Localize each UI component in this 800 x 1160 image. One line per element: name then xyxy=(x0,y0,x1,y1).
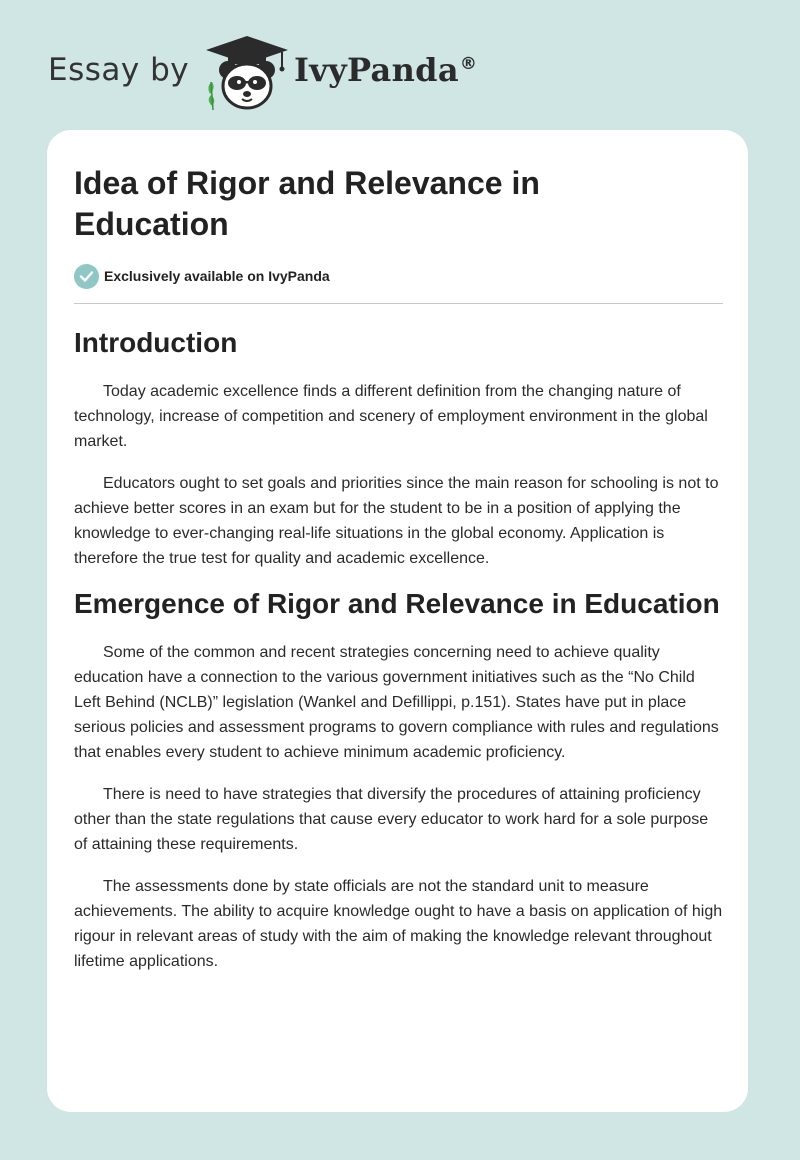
paragraph: The assessments done by state officials are not the standard unit to measure achievements. The ability to acquire knowledge ought to have a basis on application of high rigour in relevant areas of study with the aim of making the knowledge relevant throughout lifetime applications. xyxy=(74,878,723,970)
brand-name[interactable] xyxy=(294,51,477,89)
check-icon xyxy=(74,264,99,289)
paragraph: Today academic excellence finds a different definition from the changing nature of technology, increase of competition and scenery of employment environment in the global market. xyxy=(74,383,708,450)
paragraph: Some of the common and recent strategies concerning need to achieve quality education have a connection to the various government initiatives such as the “No Child Left Behind (NCLB)” legislation (Wankel and Defillippi, p.151). States have put in place serious policies and assessment programs to govern compliance with rules and regulations that enables every student to achieve minimum academic proficiency. xyxy=(74,644,719,761)
ivy-leaf-icon xyxy=(208,82,214,110)
essay-body xyxy=(74,320,723,974)
paragraph: Educators ought to set goals and priorities since the main reason for schooling is not to achieve better scores in an exam but for the student to be in a position of applying the knowledge to ever-changing real-life situations in the global economy. Application is therefore the true test for quality and academic excellence. xyxy=(74,475,719,567)
panda-graduate-icon xyxy=(202,34,292,112)
brand-text: IvyPanda xyxy=(294,51,459,89)
paragraph: There is need to have strategies that diversify the procedures of attaining proficiency other than the state regulations that cause every educator to work hard for a sole purpose of attaining these requirements. xyxy=(74,786,709,853)
panda-logo-icon[interactable] xyxy=(202,34,292,112)
site-header xyxy=(48,34,528,114)
essay-by-label: Essay by xyxy=(48,52,190,88)
essay-card xyxy=(47,130,748,1112)
section-heading-introduction: Introduction xyxy=(74,327,238,358)
divider xyxy=(74,303,723,304)
trademark-symbol: ® xyxy=(459,54,478,74)
exclusive-label: Exclusively available on IvyPanda xyxy=(104,268,330,284)
section-heading-emergence: Emergence of Rigor and Relevance in Education xyxy=(74,588,720,619)
exclusive-badge xyxy=(74,263,330,289)
essay-title: Idea of Rigor and Relevance in Education xyxy=(74,165,540,242)
